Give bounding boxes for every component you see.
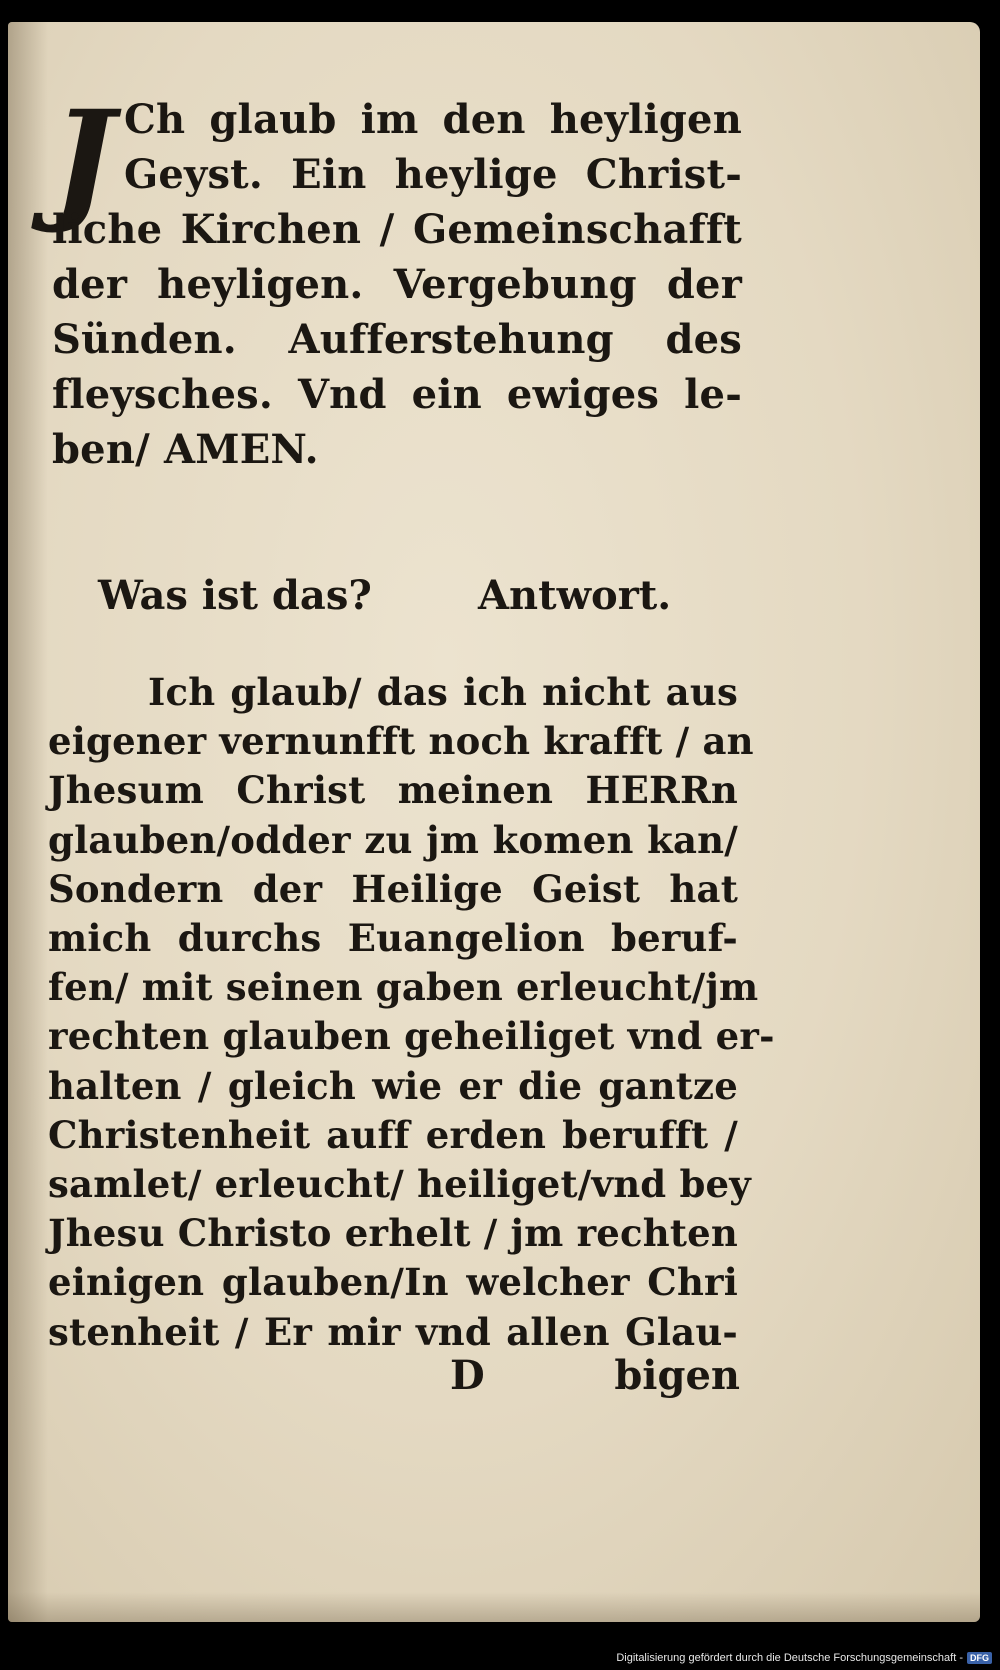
text-line: ben/ AMEN. xyxy=(52,426,319,473)
text-line: Ch glaub im den heyligen xyxy=(124,96,742,143)
signature-mark: D xyxy=(450,1352,485,1399)
question-text: Was ist das? xyxy=(98,572,372,619)
drop-cap: J xyxy=(52,82,115,237)
answer-paragraph xyxy=(48,668,775,1357)
text-line: mich durchs Euangelion beruf- xyxy=(48,916,738,961)
catchword: bigen xyxy=(614,1352,740,1399)
digitization-credit xyxy=(616,1652,992,1664)
answer-label: Antwort. xyxy=(478,572,672,619)
text-line: fen/ mit seinen gaben erleucht/jm xyxy=(48,965,759,1010)
text-line: halten / gleich wie er die gantze xyxy=(48,1063,738,1108)
text-line: rechten glauben geheiliget vnd er- xyxy=(48,1014,775,1059)
text-line: samlet/ erleucht/ heiliget/vnd bey xyxy=(48,1162,751,1207)
creed-paragraph xyxy=(52,82,742,477)
text-line: liche Kirchen / Gemeinschafft xyxy=(52,206,742,253)
text-line: Geyst. Ein heylige Christ- xyxy=(124,151,742,198)
page-gutter-shadow xyxy=(8,22,48,1622)
text-line: einigen glauben/In welcher Chri xyxy=(48,1260,738,1305)
text-line: Sünden. Aufferstehung des xyxy=(52,316,742,363)
text-line: Sondern der Heilige Geist hat xyxy=(48,866,738,911)
text-line: stenheit / Er mir vnd allen Glau- xyxy=(48,1309,738,1354)
text-line: glauben/odder zu jm komen kan/ xyxy=(48,817,738,862)
credit-text: Digitalisierung gefördert durch die Deutsche Forschungsgemeinschaft - xyxy=(616,1652,963,1664)
text-line: Jhesu Christo erhelt / jm rechten xyxy=(48,1211,738,1256)
page-bottom-edge xyxy=(8,1592,980,1622)
text-line: eigener vernunfft noch krafft / an xyxy=(48,719,754,764)
text-line: Ich glaub/ das ich nicht aus xyxy=(148,670,738,714)
text-line: Christenheit auff erden berufft / xyxy=(48,1112,738,1157)
text-line: fleysches. Vnd ein ewiges le- xyxy=(52,371,742,418)
dfg-logo-icon: DFG xyxy=(967,1652,992,1664)
text-line: der heyligen. Vergebung der xyxy=(52,261,742,308)
text-line: Jhesum Christ meinen HERRn xyxy=(48,768,738,813)
